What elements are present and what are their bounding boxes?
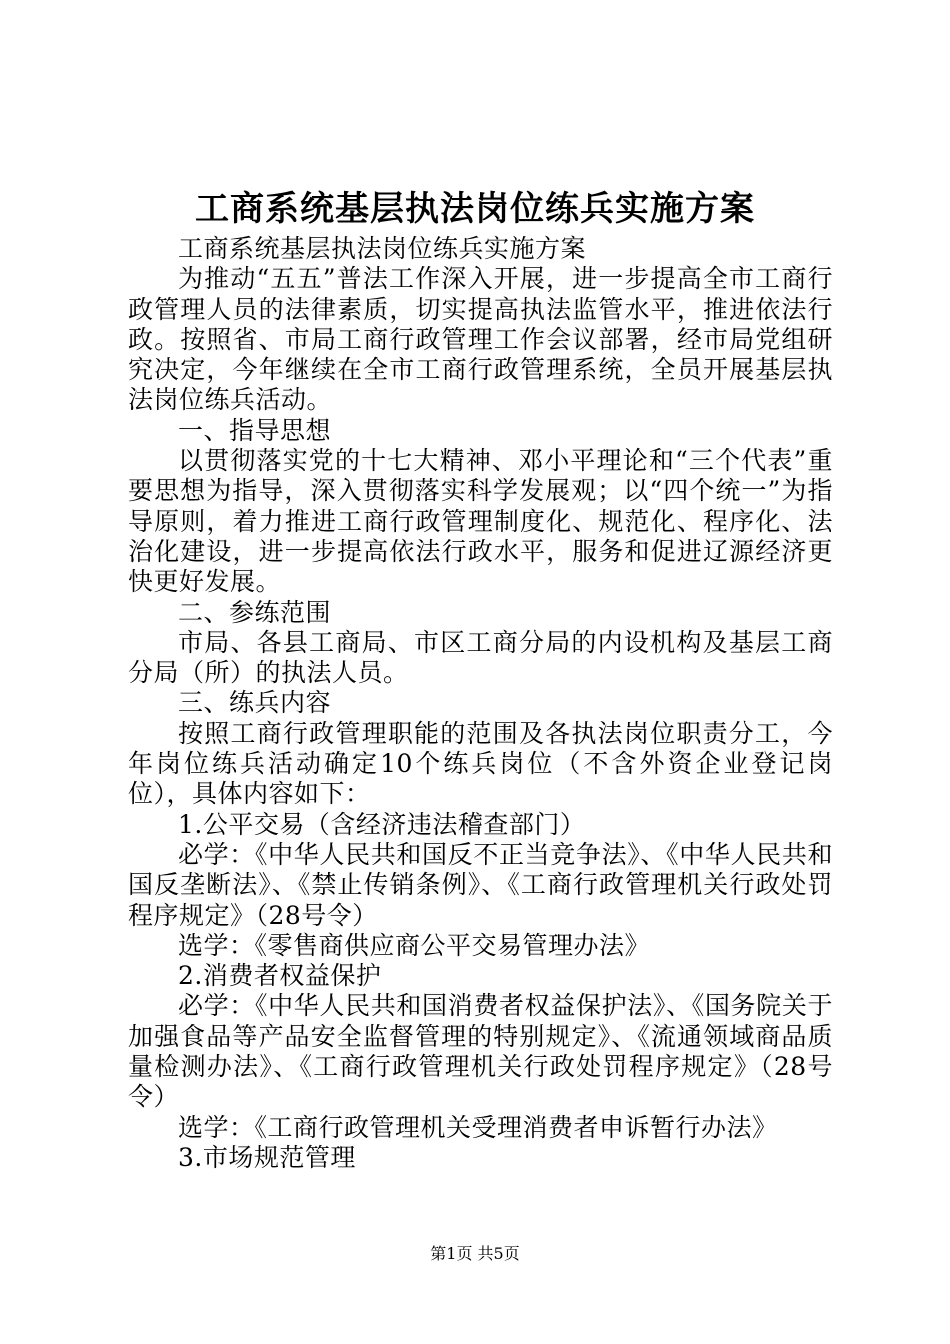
paragraph: 以贯彻落实党的十七大精神、邓小平理论和“三个代表”重要思想为指导，深入贯彻落实科学发展观；以“四个统一”为指导原则，着力推进工商行政管理制度化、规范化、程序化、法治化建设，进一步提高依法行政水平，服务和促进辽源经济更快更好发展。 <box>128 446 833 597</box>
section-heading: 一、指导思想 <box>178 415 332 445</box>
paragraph: 必学：《中华人民共和国反不正当竞争法》、《中华人民共和国反垄断法》、《禁止传销条例》、《工商行政管理机关行政处罚程序规定》（28号令） <box>128 839 833 930</box>
subsection-heading: 3.市场规范管理 <box>178 1142 356 1172</box>
page-title: 工商系统基层执法岗位练兵实施方案 <box>195 189 755 229</box>
document-body <box>128 234 833 1173</box>
paragraph: 必学：《中华人民共和国消费者权益保护法》、《国务院关于加强食品等产品安全监督管理的特别规定》、《流通领域商品质量检测办法》、《工商行政管理机关行政处罚程序规定》（28号令） <box>128 991 833 1112</box>
page-footer: 第1页 共5页 <box>430 1244 520 1263</box>
paragraph: 按照工商行政管理职能的范围及各执法岗位职责分工，今年岗位练兵活动确定10个练兵岗位（不含外资企业登记岗位），具体内容如下： <box>128 718 833 809</box>
subsection-heading: 1.公平交易（含经济违法稽查部门） <box>178 809 586 839</box>
section-heading: 二、参练范围 <box>178 597 332 627</box>
paragraph: 选学：《零售商供应商公平交易管理办法》 <box>178 930 651 960</box>
section-heading: 三、练兵内容 <box>178 688 332 718</box>
paragraph: 市局、各县工商局、市区工商分局的内设机构及基层工商分局（所）的执法人员。 <box>128 627 833 688</box>
paragraph: 工商系统基层执法岗位练兵实施方案 <box>178 234 587 263</box>
subsection-heading: 2.消费者权益保护 <box>178 961 382 991</box>
paragraph: 选学：《工商行政管理机关受理消费者申诉暂行办法》 <box>178 1112 778 1142</box>
paragraph: 为推动“五五”普法工作深入开展，进一步提高全市工商行政管理人员的法律素质，切实提高执法监管水平，推进依法行政。按照省、市局工商行政管理工作会议部署，经市局党组研究决定，今年继续在全市工商行政管理系统，全员开展基层执法岗位练兵活动。 <box>128 264 833 415</box>
